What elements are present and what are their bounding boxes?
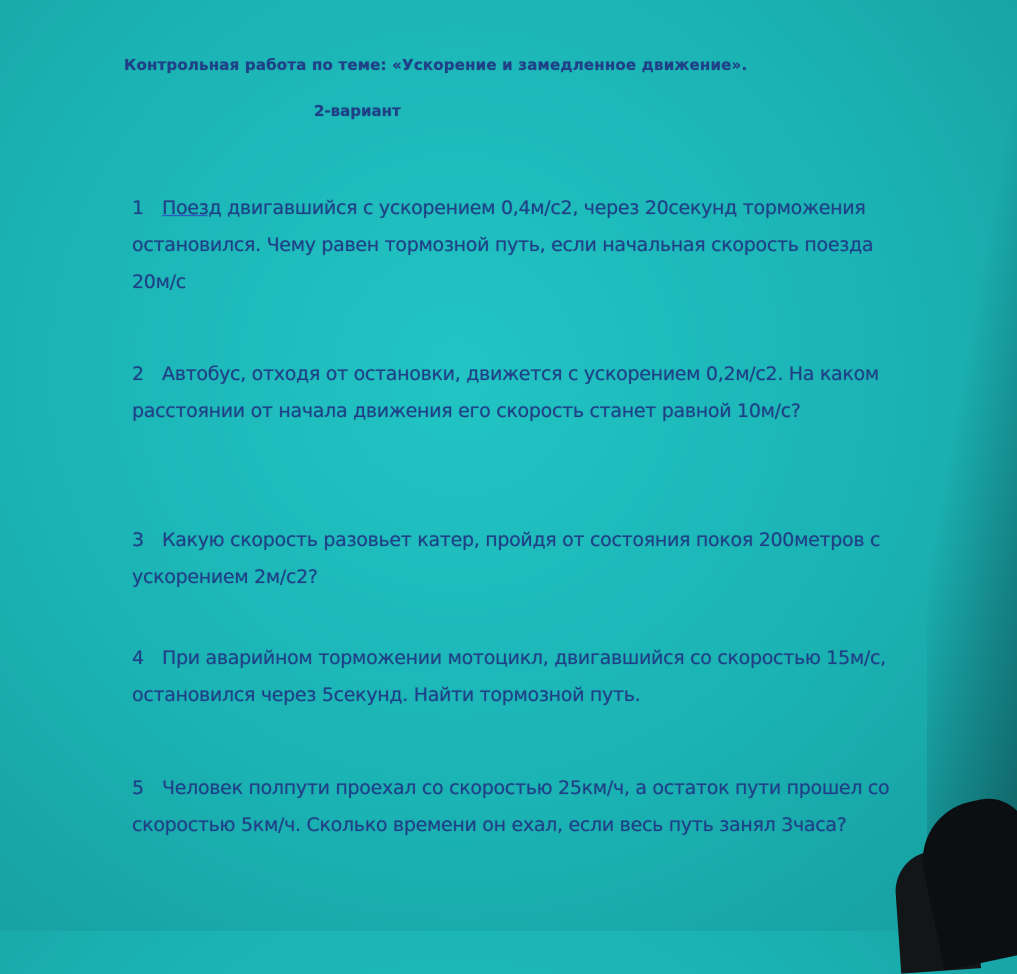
task-item (132, 356, 952, 430)
task-text: Какую скорость разовьет катер, пройдя от состояния покоя 200метров с ускорением 2м/с2? (132, 529, 881, 588)
task-item (132, 770, 912, 844)
variant-label: 2-вариант (314, 102, 401, 120)
task-number: 2 (132, 363, 144, 385)
task-text: Автобус, отходя от остановки, движется с ускорением 0,2м/с2. На каком расстоянии от начала движения его скорость станет равной 10м/с? (132, 363, 879, 422)
task-number: 3 (132, 529, 144, 551)
task-lead-word: Поезд (162, 197, 222, 219)
task-text: Человек полпути проехал со скоростью 25км/ч, а остаток пути прошел со скоростью 5км/ч. Сколько времени он ехал, если весь путь занял 3часа? (132, 777, 890, 836)
task-number: 4 (132, 647, 144, 669)
task-item (132, 640, 952, 714)
task-number: 5 (132, 777, 144, 799)
task-number: 1 (132, 197, 144, 219)
document-title: Контрольная работа по теме: «Ускорение и замедленное движение». (124, 56, 748, 74)
task-item (132, 522, 912, 596)
task-text: При аварийном торможении мотоцикл, двигавшийся со скоростью 15м/с, остановился через 5секунд. Найти тормозной путь. (132, 647, 886, 706)
task-item (132, 190, 892, 301)
task-text: двигавшийся с ускорением 0,4м/с2, через 20секунд торможения остановился. Чему равен тормозной путь, если начальная скорость поезда 20м/с (132, 197, 874, 293)
